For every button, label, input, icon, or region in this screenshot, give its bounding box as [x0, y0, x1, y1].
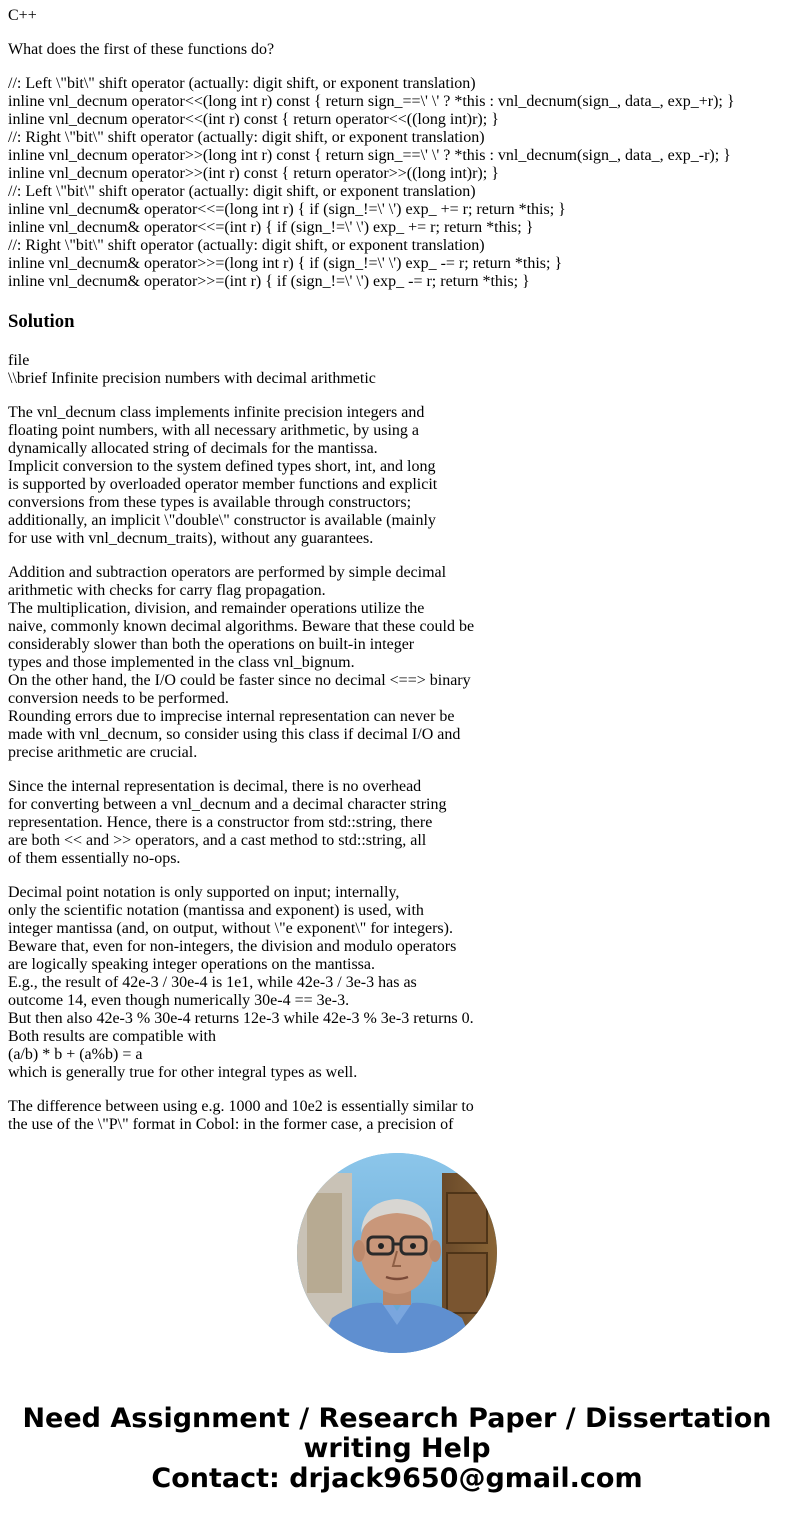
solution-line: E.g., the result of 42e-3 / 30e-4 is 1e1, while 42e-3 / 3e-3 has as	[8, 974, 417, 991]
code-line: inline vnl_decnum operator>>(long int r) const { return sign_==\' \' ? *this : vnl_decnum(sign_, data_, exp_-r); }	[8, 147, 731, 164]
solution-line: the use of the \"P\" format in Cobol: in the former case, a precision of	[8, 1116, 454, 1133]
solution-line: \\brief Infinite precision numbers with decimal arithmetic	[8, 370, 376, 387]
solution-body	[8, 352, 788, 1151]
solution-paragraph	[8, 404, 788, 548]
solution-line: floating point numbers, with all necessary arithmetic, by using a	[8, 422, 420, 439]
solution-line: of them essentially no-ops.	[8, 850, 181, 867]
solution-line: conversions from these types is available through constructors;	[8, 494, 412, 511]
code-line: //: Right \"bit\" shift operator (actually: digit shift, or exponent translation)	[8, 129, 485, 146]
document-page	[8, 7, 788, 1151]
language-label: C++	[8, 7, 37, 24]
solution-line: Both results are compatible with	[8, 1028, 216, 1045]
solution-line: arithmetic with checks for carry flag propagation.	[8, 582, 326, 599]
solution-line: is supported by overloaded operator member functions and explicit	[8, 476, 438, 493]
solution-line: On the other hand, the I/O could be faster since no decimal <==> binary	[8, 672, 471, 689]
solution-paragraph	[8, 352, 788, 388]
solution-line: Since the internal representation is decimal, there is no overhead	[8, 778, 422, 795]
code-line: //: Left \"bit\" shift operator (actually: digit shift, or exponent translation)	[8, 183, 476, 200]
code-line: //: Left \"bit\" shift operator (actually: digit shift, or exponent translation)	[8, 75, 476, 92]
solution-line: Decimal point notation is only supported on input; internally,	[8, 884, 400, 901]
code-line: //: Right \"bit\" shift operator (actually: digit shift, or exponent translation)	[8, 237, 485, 254]
code-line: inline vnl_decnum& operator<<=(int r) { if (sign_!=\' \') exp_ += r; return *this; }	[8, 219, 534, 236]
solution-line: representation. Hence, there is a constructor from std::string, there	[8, 814, 433, 831]
solution-line: The vnl_decnum class implements infinite precision integers and	[8, 404, 425, 421]
solution-line: are both << and >> operators, and a cast method to std::string, all	[8, 832, 427, 849]
solution-line: The multiplication, division, and remainder operations utilize the	[8, 600, 425, 617]
code-line: inline vnl_decnum& operator<<=(long int r) { if (sign_!=\' \') exp_ += r; return *this; }	[8, 201, 566, 218]
solution-line: Rounding errors due to imprecise internal representation can never be	[8, 708, 455, 725]
code-line: inline vnl_decnum operator<<(long int r) const { return sign_==\' \' ? *this : vnl_decnum(sign_, data_, exp_+r); }	[8, 93, 735, 110]
code-line: inline vnl_decnum& operator>>=(long int r) { if (sign_!=\' \') exp_ -= r; return *this; }	[8, 255, 563, 272]
code-line: inline vnl_decnum& operator>>=(int r) { if (sign_!=\' \') exp_ -= r; return *this; }	[8, 273, 530, 290]
code-line: inline vnl_decnum operator<<(int r) const { return operator<<((long int)r); }	[8, 111, 499, 128]
solution-line: file	[8, 352, 30, 369]
solution-paragraph	[8, 564, 788, 762]
author-avatar	[297, 1153, 497, 1353]
solution-line: which is generally true for other integral types as well.	[8, 1064, 358, 1081]
solution-line: considerably slower than both the operations on built-in integer	[8, 636, 415, 653]
footer-line: Contact: drjack9650@gmail.com	[151, 1463, 643, 1494]
solution-line: are logically speaking integer operations on the mantissa.	[8, 956, 375, 973]
solution-line: outcome 14, even though numerically 30e-4 == 3e-3.	[8, 992, 350, 1009]
solution-line: (a/b) * b + (a%b) = a	[8, 1046, 143, 1063]
solution-line: precise arithmetic are crucial.	[8, 744, 198, 761]
solution-line: for converting between a vnl_decnum and a decimal character string	[8, 796, 447, 813]
code-line: inline vnl_decnum operator>>(int r) const { return operator>>((long int)r); }	[8, 165, 499, 182]
question-code	[8, 75, 788, 291]
solution-line: Beware that, even for non-integers, the division and modulo operators	[8, 938, 457, 955]
solution-line: Addition and subtraction operators are performed by simple decimal	[8, 564, 447, 581]
solution-line: types and those implemented in the class vnl_bignum.	[8, 654, 355, 671]
solution-paragraph	[8, 1098, 788, 1134]
solution-line: additionally, an implicit \"double\" constructor is available (mainly	[8, 512, 436, 529]
solution-line: for use with vnl_decnum_traits), without any guarantees.	[8, 530, 374, 547]
solution-line: conversion needs to be performed.	[8, 690, 229, 707]
solution-line: But then also 42e-3 % 30e-4 returns 12e-3 while 42e-3 % 3e-3 returns 0.	[8, 1010, 474, 1027]
solution-line: naive, commonly known decimal algorithms. Beware that these could be	[8, 618, 475, 635]
solution-heading: Solution	[8, 311, 75, 332]
question-prompt: What does the first of these functions do?	[8, 41, 275, 58]
solution-line: made with vnl_decnum, so consider using this class if decimal I/O and	[8, 726, 461, 743]
solution-line: Implicit conversion to the system defined types short, int, and long	[8, 458, 436, 475]
solution-paragraph	[8, 884, 788, 1082]
solution-paragraph	[8, 778, 788, 868]
footer-line: Need Assignment / Research Paper / Dissertation	[22, 1403, 772, 1434]
footer-contact	[0, 1404, 794, 1494]
solution-line: integer mantissa (and, on output, without \"e exponent\" for integers).	[8, 920, 453, 937]
solution-line: The difference between using e.g. 1000 and 10e2 is essentially similar to	[8, 1098, 474, 1115]
solution-line: only the scientific notation (mantissa and exponent) is used, with	[8, 902, 424, 919]
author-portrait-icon	[297, 1153, 497, 1353]
footer-line: writing Help	[303, 1433, 491, 1464]
solution-line: dynamically allocated string of decimals for the mantissa.	[8, 440, 378, 457]
